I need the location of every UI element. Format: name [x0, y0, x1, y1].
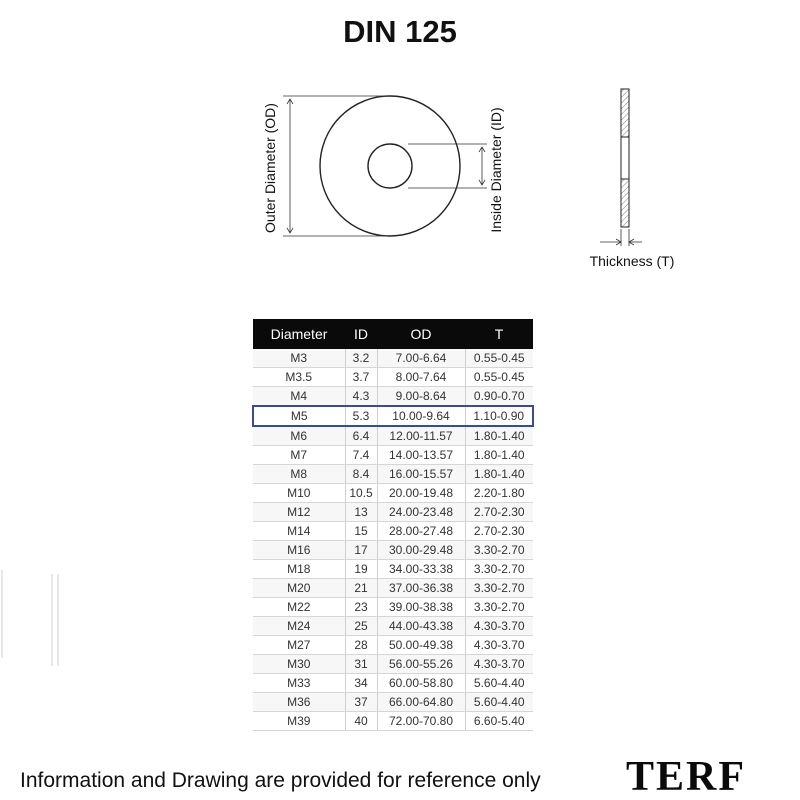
t-cell: 1.80-1.40 [465, 465, 533, 484]
diameter-cell: M5 [253, 406, 345, 426]
table-row [253, 655, 533, 674]
diameter-cell: M18 [253, 560, 345, 579]
od-cell: 7.00-6.64 [377, 349, 465, 368]
t-cell: 1.80-1.40 [465, 426, 533, 446]
table-row [253, 503, 533, 522]
id-cell: 3.2 [345, 349, 377, 368]
table-row [253, 368, 533, 387]
table-row [253, 484, 533, 503]
id-dimension [408, 144, 487, 188]
id-cell: 25 [345, 617, 377, 636]
od-cell: 56.00-55.26 [377, 655, 465, 674]
id-cell: 8.4 [345, 465, 377, 484]
id-cell: 40 [345, 712, 377, 731]
id-cell: 13 [345, 503, 377, 522]
diameter-cell: M16 [253, 541, 345, 560]
t-cell: 1.10-0.90 [465, 406, 533, 426]
t-cell: 3.30-2.70 [465, 541, 533, 560]
diameter-cell: M22 [253, 598, 345, 617]
t-cell: 4.30-3.70 [465, 655, 533, 674]
diameter-cell: M14 [253, 522, 345, 541]
t-cell: 5.60-4.40 [465, 674, 533, 693]
diameter-cell: M3 [253, 349, 345, 368]
od-cell: 8.00-7.64 [377, 368, 465, 387]
header-t: T [465, 319, 533, 349]
id-cell: 17 [345, 541, 377, 560]
diameter-cell: M3.5 [253, 368, 345, 387]
table-body [253, 349, 533, 731]
id-label: Inside Diameter (ID) [488, 107, 504, 233]
t-cell: 4.30-3.70 [465, 636, 533, 655]
t-cell: 1.80-1.40 [465, 446, 533, 465]
table-row [253, 579, 533, 598]
t-cell: 5.60-4.40 [465, 693, 533, 712]
table-row [253, 446, 533, 465]
id-cell: 4.3 [345, 387, 377, 407]
id-cell: 15 [345, 522, 377, 541]
terf-logo: TERF [626, 754, 747, 800]
left-edge-marks [0, 570, 70, 670]
diameter-cell: M7 [253, 446, 345, 465]
header-id: ID [345, 319, 377, 349]
id-cell: 34 [345, 674, 377, 693]
diameter-cell: M12 [253, 503, 345, 522]
od-cell: 39.00-38.38 [377, 598, 465, 617]
table-row-highlighted [253, 406, 533, 426]
thickness-dimension [600, 229, 642, 246]
table-row [253, 465, 533, 484]
t-cell: 4.30-3.70 [465, 617, 533, 636]
thickness-label: Thickness (T) [589, 253, 675, 269]
table-row [253, 560, 533, 579]
table-row [253, 617, 533, 636]
od-cell: 28.00-27.48 [377, 522, 465, 541]
od-cell: 66.00-64.80 [377, 693, 465, 712]
od-cell: 14.00-13.57 [377, 446, 465, 465]
od-cell: 34.00-33.38 [377, 560, 465, 579]
t-cell: 2.70-2.30 [465, 522, 533, 541]
table-row [253, 349, 533, 368]
header-diameter: Diameter [253, 319, 345, 349]
od-cell: 24.00-23.48 [377, 503, 465, 522]
od-cell: 10.00-9.64 [377, 406, 465, 426]
t-cell: 6.60-5.40 [465, 712, 533, 731]
t-cell: 0.90-0.70 [465, 387, 533, 407]
id-cell: 3.7 [345, 368, 377, 387]
t-cell: 2.70-2.30 [465, 503, 533, 522]
table-row [253, 541, 533, 560]
id-cell: 10.5 [345, 484, 377, 503]
od-dimension [283, 96, 388, 236]
t-cell: 0.55-0.45 [465, 349, 533, 368]
id-cell: 6.4 [345, 426, 377, 446]
table-header-row [253, 319, 533, 349]
diameter-cell: M30 [253, 655, 345, 674]
diameter-cell: M27 [253, 636, 345, 655]
diameter-cell: M33 [253, 674, 345, 693]
table-row [253, 426, 533, 446]
t-cell: 3.30-2.70 [465, 579, 533, 598]
od-cell: 20.00-19.48 [377, 484, 465, 503]
id-cell: 28 [345, 636, 377, 655]
washer-inner-circle [368, 144, 412, 188]
reference-disclaimer: Information and Drawing are provided for reference only [20, 769, 541, 792]
t-cell: 0.55-0.45 [465, 368, 533, 387]
washer-side-view [621, 89, 629, 227]
header-od: OD [377, 319, 465, 349]
od-cell: 44.00-43.38 [377, 617, 465, 636]
table-row [253, 522, 533, 541]
diameter-cell: M36 [253, 693, 345, 712]
id-cell: 19 [345, 560, 377, 579]
od-cell: 30.00-29.48 [377, 541, 465, 560]
od-cell: 37.00-36.38 [377, 579, 465, 598]
table-row [253, 712, 533, 731]
t-cell: 3.30-2.70 [465, 560, 533, 579]
table-row [253, 636, 533, 655]
table-row [253, 674, 533, 693]
od-cell: 9.00-8.64 [377, 387, 465, 407]
table-row [253, 598, 533, 617]
id-cell: 37 [345, 693, 377, 712]
washer-outer-circle [320, 96, 460, 236]
od-cell: 50.00-49.38 [377, 636, 465, 655]
page-title: DIN 125 [343, 14, 457, 49]
diameter-cell: M10 [253, 484, 345, 503]
od-label: Outer Diameter (OD) [262, 103, 278, 233]
od-cell: 72.00-70.80 [377, 712, 465, 731]
diameter-cell: M8 [253, 465, 345, 484]
od-cell: 16.00-15.57 [377, 465, 465, 484]
t-cell: 3.30-2.70 [465, 598, 533, 617]
id-cell: 7.4 [345, 446, 377, 465]
table-row [253, 693, 533, 712]
id-cell: 21 [345, 579, 377, 598]
od-cell: 12.00-11.57 [377, 426, 465, 446]
id-cell: 23 [345, 598, 377, 617]
od-cell: 60.00-58.80 [377, 674, 465, 693]
diameter-cell: M24 [253, 617, 345, 636]
diameter-cell: M20 [253, 579, 345, 598]
diameter-cell: M39 [253, 712, 345, 731]
diameter-cell: M4 [253, 387, 345, 407]
diameter-cell: M6 [253, 426, 345, 446]
t-cell: 2.20-1.80 [465, 484, 533, 503]
table-row [253, 387, 533, 407]
id-cell: 5.3 [345, 406, 377, 426]
din125-spec-table [252, 319, 534, 731]
id-cell: 31 [345, 655, 377, 674]
